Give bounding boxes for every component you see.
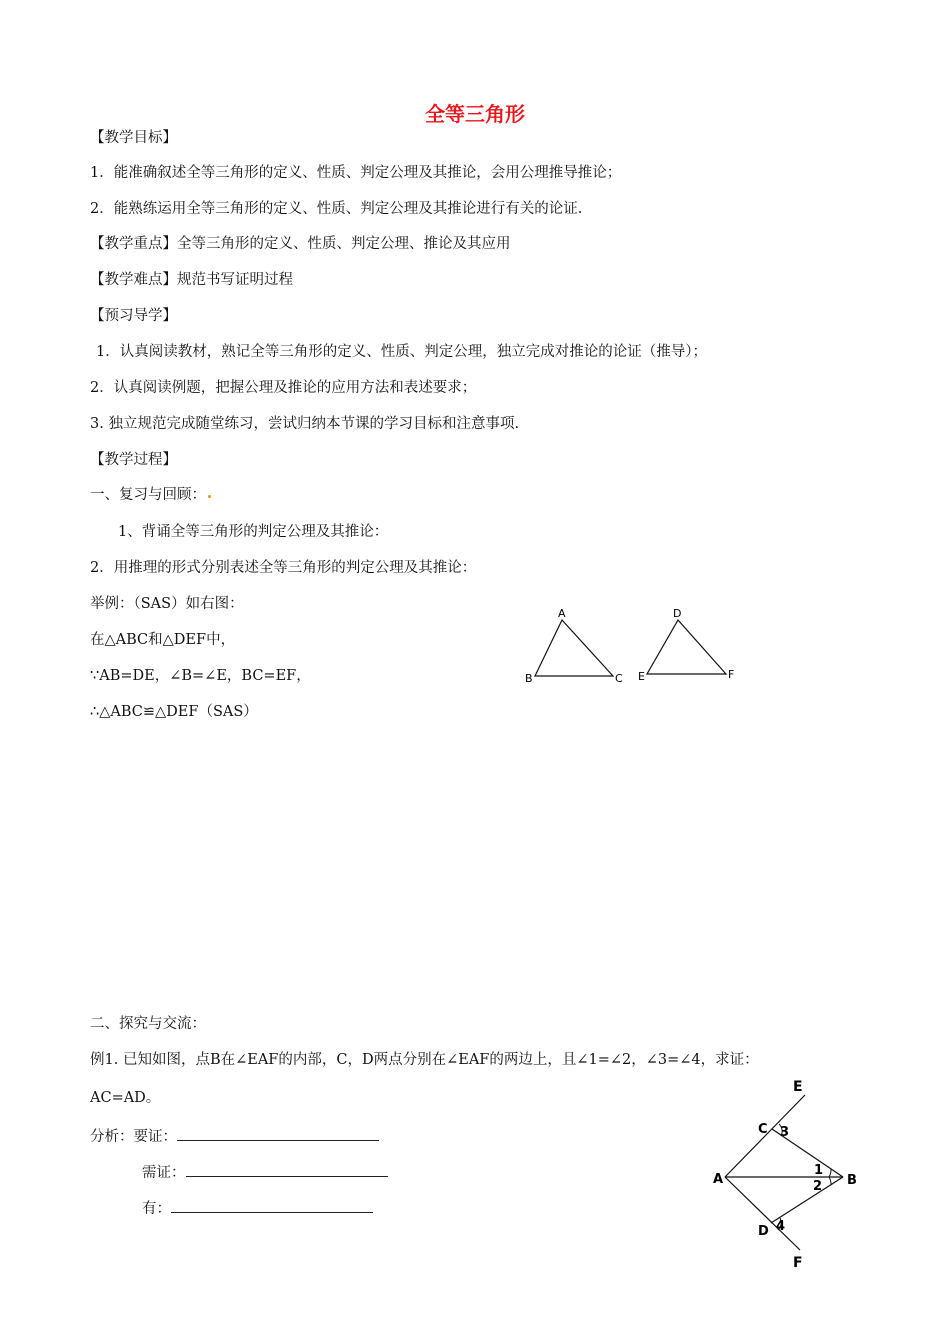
triangle-abc (535, 620, 613, 676)
label-1: 1 (814, 1163, 824, 1178)
analysis-blank[interactable] (177, 1126, 379, 1141)
label-3: 3 (780, 1125, 790, 1140)
have-line (142, 1198, 373, 1219)
objective-item-1: 1．能准确叙述全等三角形的定义、性质、判定公理及其推论，会用公理推导推论； (90, 165, 622, 181)
angle-figure (700, 1070, 880, 1275)
label-c2: C (758, 1122, 768, 1137)
difficulty-line (90, 270, 293, 290)
objective-item-2: 2．能熟练运用全等三角形的定义、性质、判定公理及其推论进行有关的论证. (90, 201, 583, 217)
angle-arc-2 (829, 1177, 831, 1185)
label-a2: A (713, 1172, 724, 1187)
label-e2: E (793, 1079, 803, 1095)
review-title-line (90, 485, 211, 505)
difficulty-heading: 【教学难点】 (90, 272, 177, 288)
focus-heading: 【教学重点】 (90, 236, 177, 252)
focus-line (90, 234, 511, 254)
need-blank[interactable] (186, 1162, 388, 1177)
preview-item-1: 1．认真阅读教材，熟记全等三角形的定义、性质、判定公理，独立完成对推论的论证（推导）； (96, 344, 707, 360)
label-f: F (728, 668, 735, 681)
process-heading: 【教学过程】 (90, 452, 177, 468)
label-d2: D (758, 1224, 769, 1239)
review-item-1: 1、背诵全等三角形的判定公理及其推论： (118, 524, 389, 540)
preview-item-3: 3. 独立规范完成随堂练习，尝试归纳本节课的学习目标和注意事项. (90, 416, 520, 432)
segment-db (771, 1177, 843, 1223)
review-title: 一、复习与回顾： (90, 487, 206, 503)
label-2: 2 (813, 1179, 823, 1194)
angle-arc-1 (829, 1169, 831, 1177)
triangle-def (647, 620, 726, 674)
label-e: E (638, 670, 645, 683)
label-c: C (615, 672, 623, 685)
difficulty-text: 规范书写证明过程 (177, 272, 293, 288)
review-item-2: 2．用推理的形式分别表述全等三角形的判定公理及其推论： (90, 560, 477, 576)
example-intro: 举例：（SAS）如右图： (90, 596, 244, 612)
example-line-2: ∵AB=DE，∠B=∠E，BC=EF， (90, 668, 311, 684)
focus-text: 全等三角形的定义、性质、判定公理、推论及其应用 (177, 236, 511, 252)
example1-line-1: 例1. 已知如图，点B在∠EAF的内部，C，D两点分别在∠EAF的两边上，且∠1=∠2，∠3=∠4，求证： (90, 1052, 759, 1068)
label-4: 4 (776, 1219, 786, 1234)
page-title: 全等三角形 (425, 102, 525, 126)
preview-item-2: 2．认真阅读例题，把握公理及推论的应用方法和表述要求； (90, 380, 477, 396)
objectives-heading: 【教学目标】 (90, 130, 177, 146)
need-line (142, 1162, 388, 1183)
analysis-line (90, 1126, 379, 1147)
need-label: 需证： (142, 1165, 186, 1181)
have-label: 有： (142, 1201, 171, 1217)
explore-title: 二、探究与交流： (90, 1016, 206, 1032)
example-line-1: 在△ABC和△DEF中， (90, 632, 236, 648)
ray-af (725, 1177, 800, 1250)
analysis-label: 分析：要证： (90, 1129, 177, 1145)
have-blank[interactable] (171, 1198, 373, 1213)
preview-heading: 【预习导学】 (90, 308, 177, 324)
label-d: D (673, 607, 682, 620)
label-b2: B (847, 1173, 857, 1188)
example-line-3: ∴△ABC≌△DEF（SAS） (90, 704, 258, 720)
label-b: B (525, 672, 533, 685)
triangles-figure (515, 600, 755, 695)
example1-line-2: AC=AD。 (90, 1090, 161, 1106)
label-f2: F (793, 1255, 803, 1271)
marker-dot (208, 495, 211, 498)
label-a: A (558, 607, 566, 620)
